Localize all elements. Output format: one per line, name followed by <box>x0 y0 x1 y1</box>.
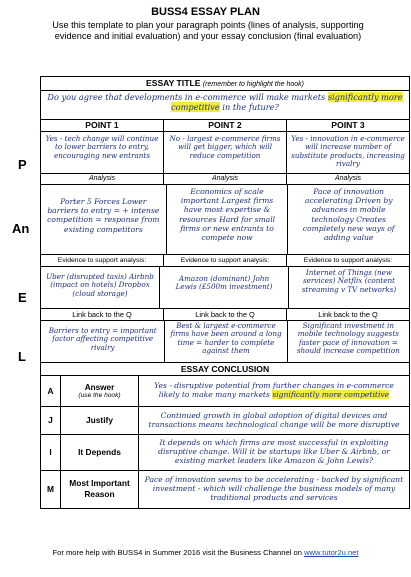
evidence-label: Evidence to support analysis: <box>41 255 164 266</box>
point-3-text: Yes - innovation in e-commerce will increase number of substitute products, increasing rivalry <box>291 134 405 169</box>
conclusion-title-row <box>41 363 409 376</box>
analysis-label: Analysis <box>164 174 287 184</box>
link-label: Link back to the Q <box>318 310 378 319</box>
conclusion-letter: I <box>41 435 61 470</box>
link-1-text: Barriers to entry = important factor affecting competitive rivalry <box>41 321 165 362</box>
conclusion-title: ESSAY CONCLUSION <box>180 364 270 374</box>
point-1-header: POINT 1 <box>41 120 164 131</box>
analysis-2-text: Economics of scale important Largest firms have most expertise & resources Hard for small firms or new entrants to compete now <box>167 185 289 254</box>
conclusion-row-it-depends <box>41 435 409 471</box>
essay-title-label: ESSAY TITLE <box>145 78 201 88</box>
conclusion-row-most-important <box>41 471 409 508</box>
point-3-header: POINT 3 <box>331 120 365 130</box>
points-header-row <box>41 120 409 132</box>
essay-question-hook: significantly more competitive <box>171 92 403 112</box>
essay-question: Do you agree that developments in e-commerce will make markets significantly more competitive in the future? <box>47 92 403 112</box>
conclusion-row-answer <box>41 376 409 407</box>
link-label: Link back to the Q <box>41 309 164 320</box>
essay-title-row <box>41 77 409 91</box>
conclusion-letter: J <box>41 407 61 434</box>
evidence-label: Evidence to support analysis: <box>303 257 393 264</box>
side-letter-p: P <box>18 157 27 172</box>
link-label-row <box>41 309 409 321</box>
analysis-label: Analysis <box>334 175 362 182</box>
point-2-header: POINT 2 <box>164 120 287 131</box>
evidence-2-text: Amazon (dominant) John Lewis (£500m investment) <box>160 267 289 308</box>
conclusion-text: Yes - disruptive potential from further changes in e-commerce likely to make many markets significantly more competitive <box>154 381 394 400</box>
point-2-text: No - largest e-commerce firms will get bigger, which will reduce competition <box>164 132 287 173</box>
link-3-text: Significant investment in mobile technology suggests faster pace of innovation = should increase competition <box>296 321 400 356</box>
analysis-1-text: Porter 5 Forces Lower barriers to entry = + intense competition = response from existing competitors <box>41 185 167 254</box>
analysis-row <box>41 185 409 255</box>
analysis-label: Analysis <box>41 174 164 184</box>
link-label: Link back to the Q <box>164 309 287 320</box>
side-letter-e: E <box>18 290 27 305</box>
side-letter-l: L <box>18 349 26 364</box>
point-row <box>41 132 409 174</box>
conclusion-letter: M <box>41 471 61 508</box>
link-row <box>41 321 409 363</box>
footer <box>0 548 411 557</box>
essay-plan-table <box>40 76 410 509</box>
conclusion-row-justify <box>41 407 409 435</box>
link-2-text: Best & largest e-commerce firms have been around a long time = harder to complete against them <box>165 321 287 362</box>
conclusion-hook: significantly more competitive <box>272 390 390 400</box>
analysis-3-text: Pace of innovation accelerating Driven by advances in mobile technology Creates completely new ways of adding value <box>302 187 395 243</box>
footer-link[interactable]: www.tutor2u.net <box>304 548 359 557</box>
evidence-label-row <box>41 255 409 267</box>
evidence-3-text: Internet of Things (new services) Netflix (content streaming v TV networks) <box>301 268 397 294</box>
conclusion-label: Answer (use the hook) <box>61 376 139 406</box>
conclusion-label: It Depends <box>61 435 139 470</box>
conclusion-label: Most Important Reason <box>61 471 139 508</box>
essay-title-hint: (remember to highlight the hook) <box>202 81 304 88</box>
side-letter-an: An <box>12 221 30 236</box>
point-1-text: Yes - tech change will continue to lower barriers to entry, encouraging new entrants <box>41 132 164 173</box>
conclusion-text: Pace of innovation seems to be accelerating - backed by significant investment - which will challenge the business models of many traditional products and services <box>144 475 404 503</box>
footer-text: For more help with BUSS4 in Summer 2016 visit the Business Channel on <box>52 548 302 557</box>
analysis-label-row <box>41 174 409 185</box>
essay-question-row <box>41 91 409 120</box>
conclusion-letter: A <box>41 376 61 406</box>
conclusion-label: Justify <box>61 407 139 434</box>
conclusion-text: Continued growth in global adoption of digital devices and transactions means technological change will be more disruptive <box>148 411 400 430</box>
conclusion-text: It depends on which firms are most successful in exploiting disruptive change. Will it be startups like Uber & Airbnb, or existing market leaders like Amazon & John Lewis? <box>158 438 390 466</box>
evidence-row <box>41 267 409 309</box>
essay-plan-subtitle: Use this template to plan your paragraph points (lines of analysis, supporting evidence and initial evaluation) and your essay conclusion (final evaluation) <box>52 20 364 41</box>
evidence-1-text: Uber (disrupted taxis) Airbnb (impact on hotels) Dropbox (cloud storage) <box>41 267 160 308</box>
essay-plan-title: BUSS4 ESSAY PLAN <box>151 6 260 18</box>
evidence-label: Evidence to support analysis: <box>164 255 287 266</box>
